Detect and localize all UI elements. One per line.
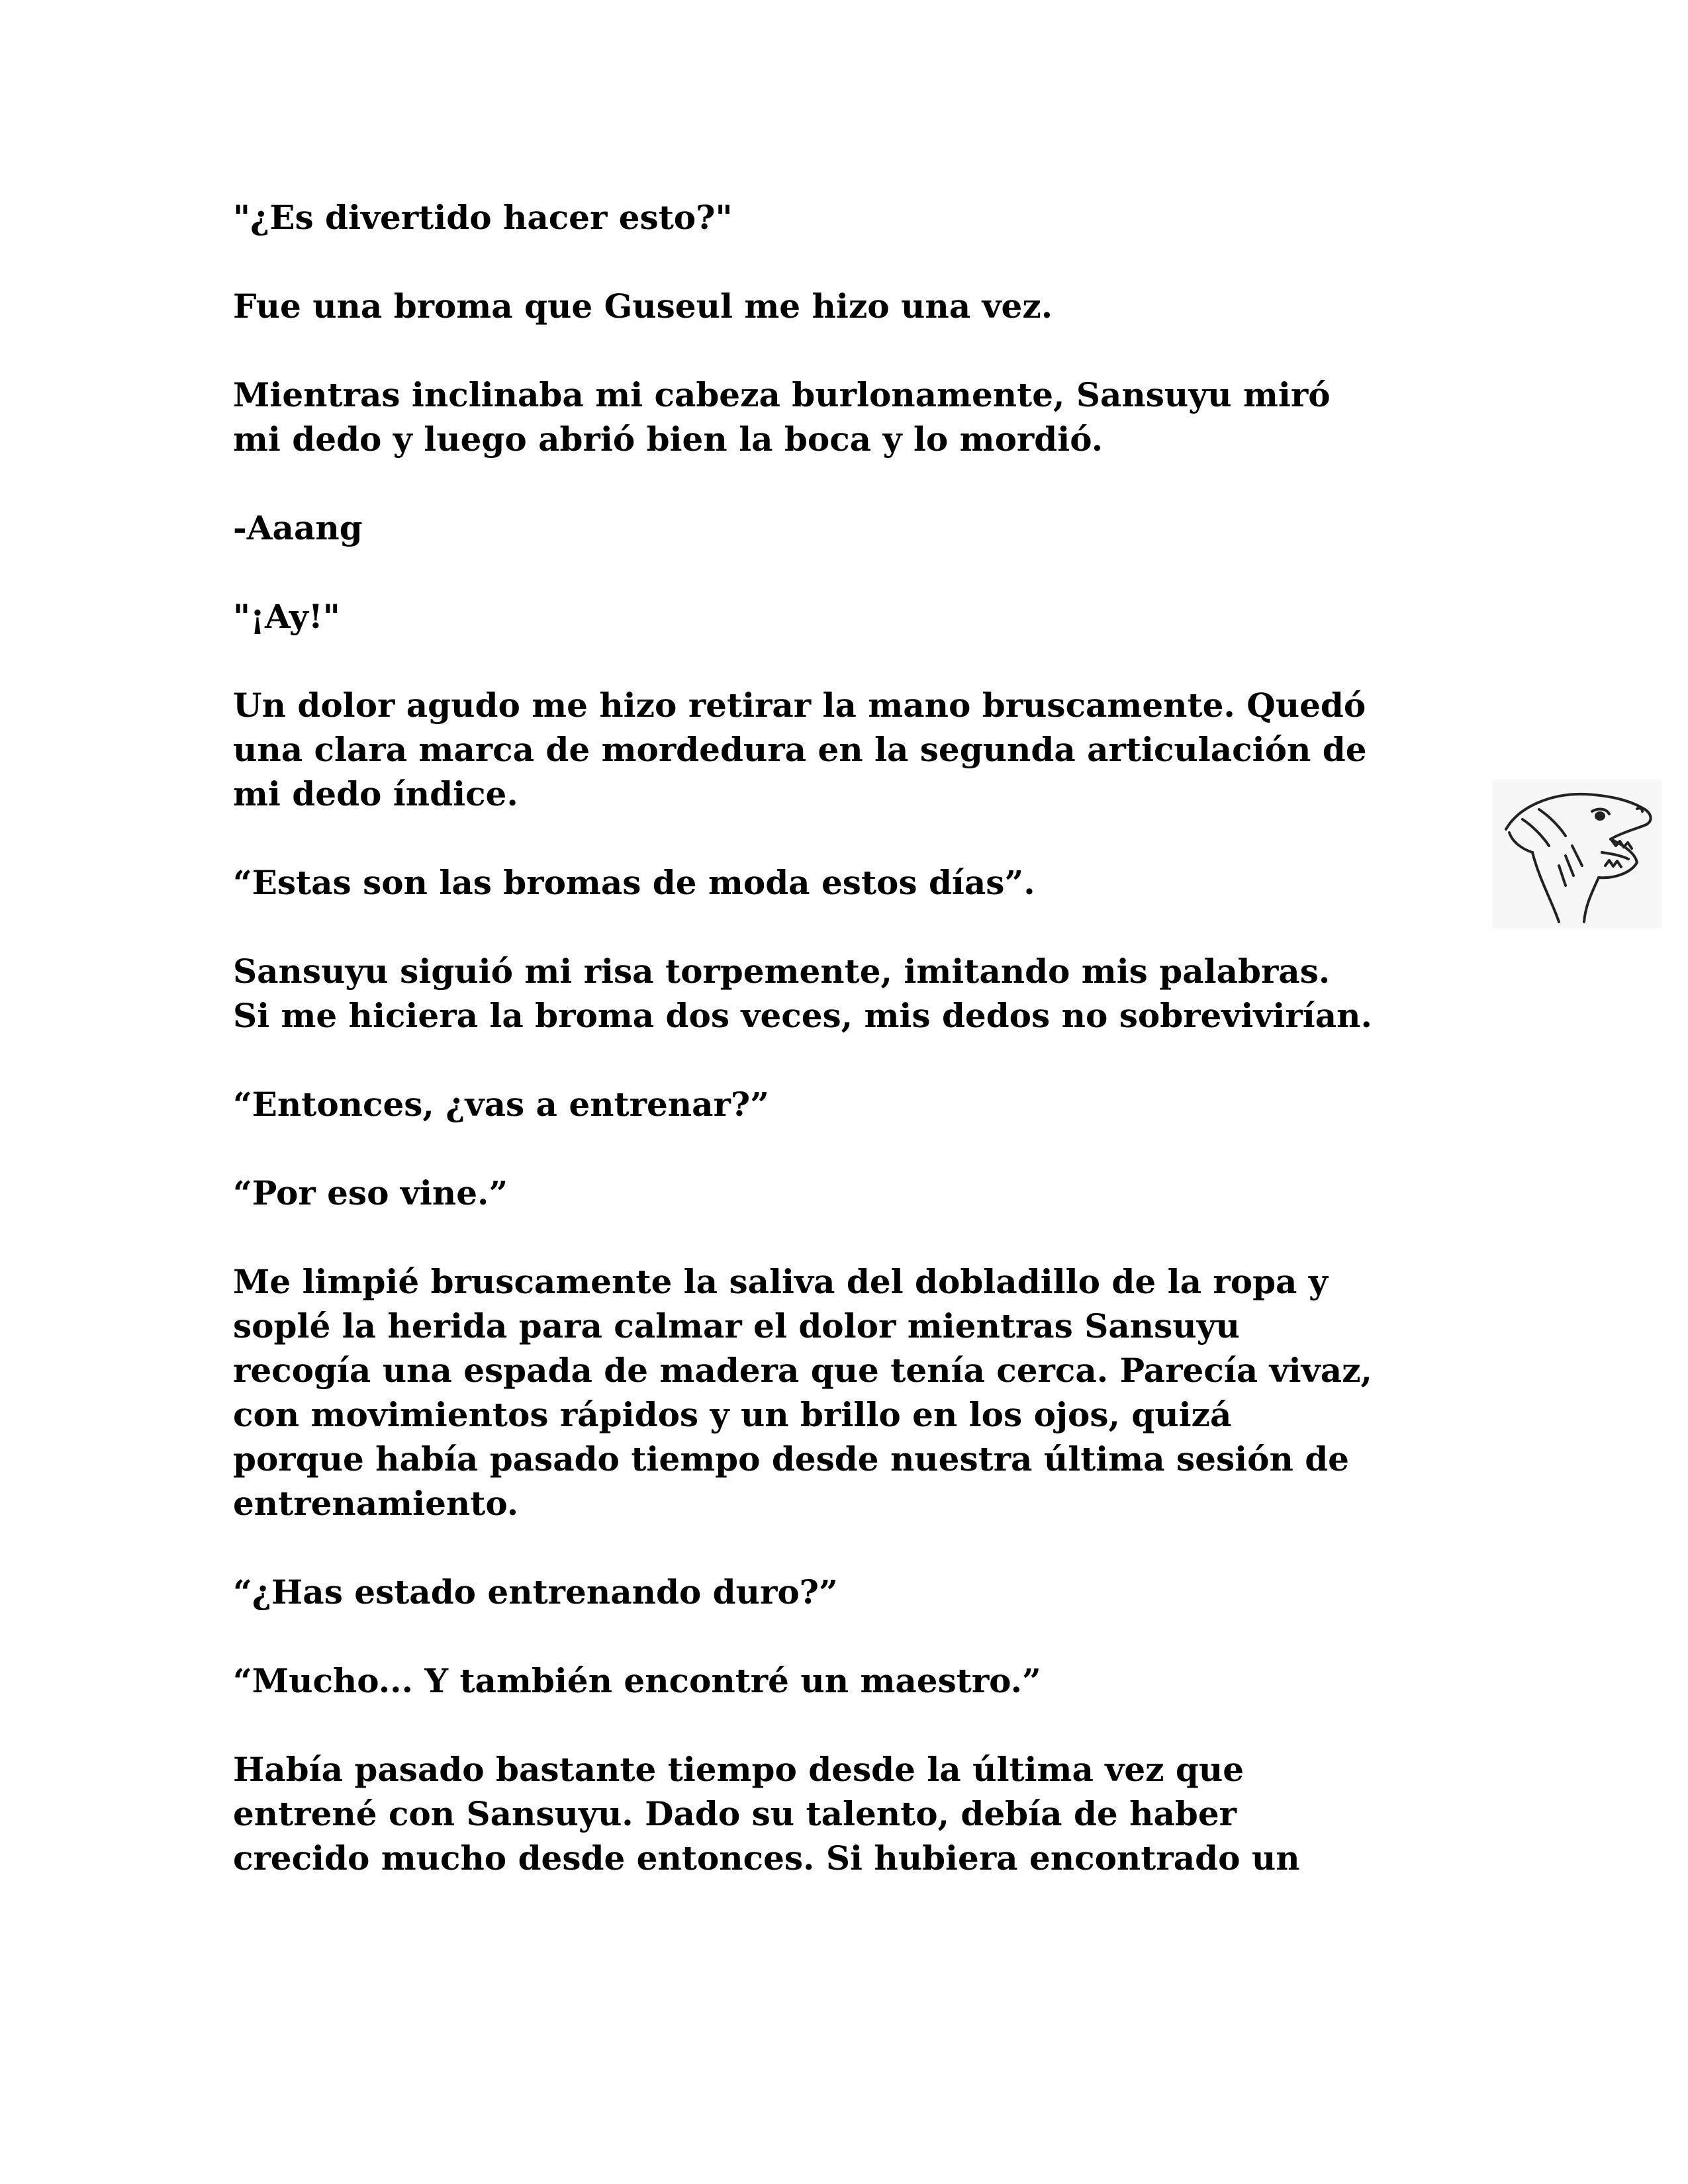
paragraph: Me limpié bruscamente la saliva del dobladillo de la ropa y soplé la herida para calmar el dolor mientras Sansuyu recogía una espada de madera que tenía cerca. Parecía vivaz, con movimientos rápidos y un brillo en los ojos, quizá porque había pasado tiempo desde nuestra última sesión de entrenamiento. <box>233 1262 1372 1523</box>
paragraph: “¿Has estado entrenando duro?” <box>233 1572 838 1612</box>
paragraph: “Entonces, ¿vas a entrenar?” <box>233 1085 769 1124</box>
paragraph: Fue una broma que Guseul me hizo una vez. <box>233 287 1053 326</box>
paragraph: Sansuyu siguió mi risa torpemente, imitando mis palabras. Si me hiciera la broma dos veces, mis dedos no sobrevivirían. <box>233 952 1372 1035</box>
paragraph: Un dolor agudo me hizo retirar la mano bruscamente. Quedó una clara marca de mordedura en la segunda articulación de mi dedo índice. <box>233 686 1367 813</box>
paragraph: Mientras inclinaba mi cabeza burlonamente, Sansuyu miró mi dedo y luego abrió bien la boca y lo mordió. <box>233 375 1331 459</box>
paragraph: -Aaang <box>233 508 363 547</box>
paragraph: “Estas son las bromas de moda estos días”. <box>233 863 1035 902</box>
paragraph: “Mucho... Y también encontré un maestro.” <box>233 1661 1041 1700</box>
paragraph: "¿Es divertido hacer esto?" <box>233 198 733 237</box>
paragraph: "¡Ay!" <box>233 597 340 636</box>
body-text <box>233 195 1458 1925</box>
paragraph: Había pasado bastante tiempo desde la última vez que entrené con Sansuyu. Dado su talento, debía de haber crecido mucho desde entonces. Si hubiera encontrado un <box>233 1750 1300 1878</box>
paragraph: “Por eso vine.” <box>233 1173 508 1212</box>
dinosaur-head-sketch-icon <box>1493 780 1662 929</box>
